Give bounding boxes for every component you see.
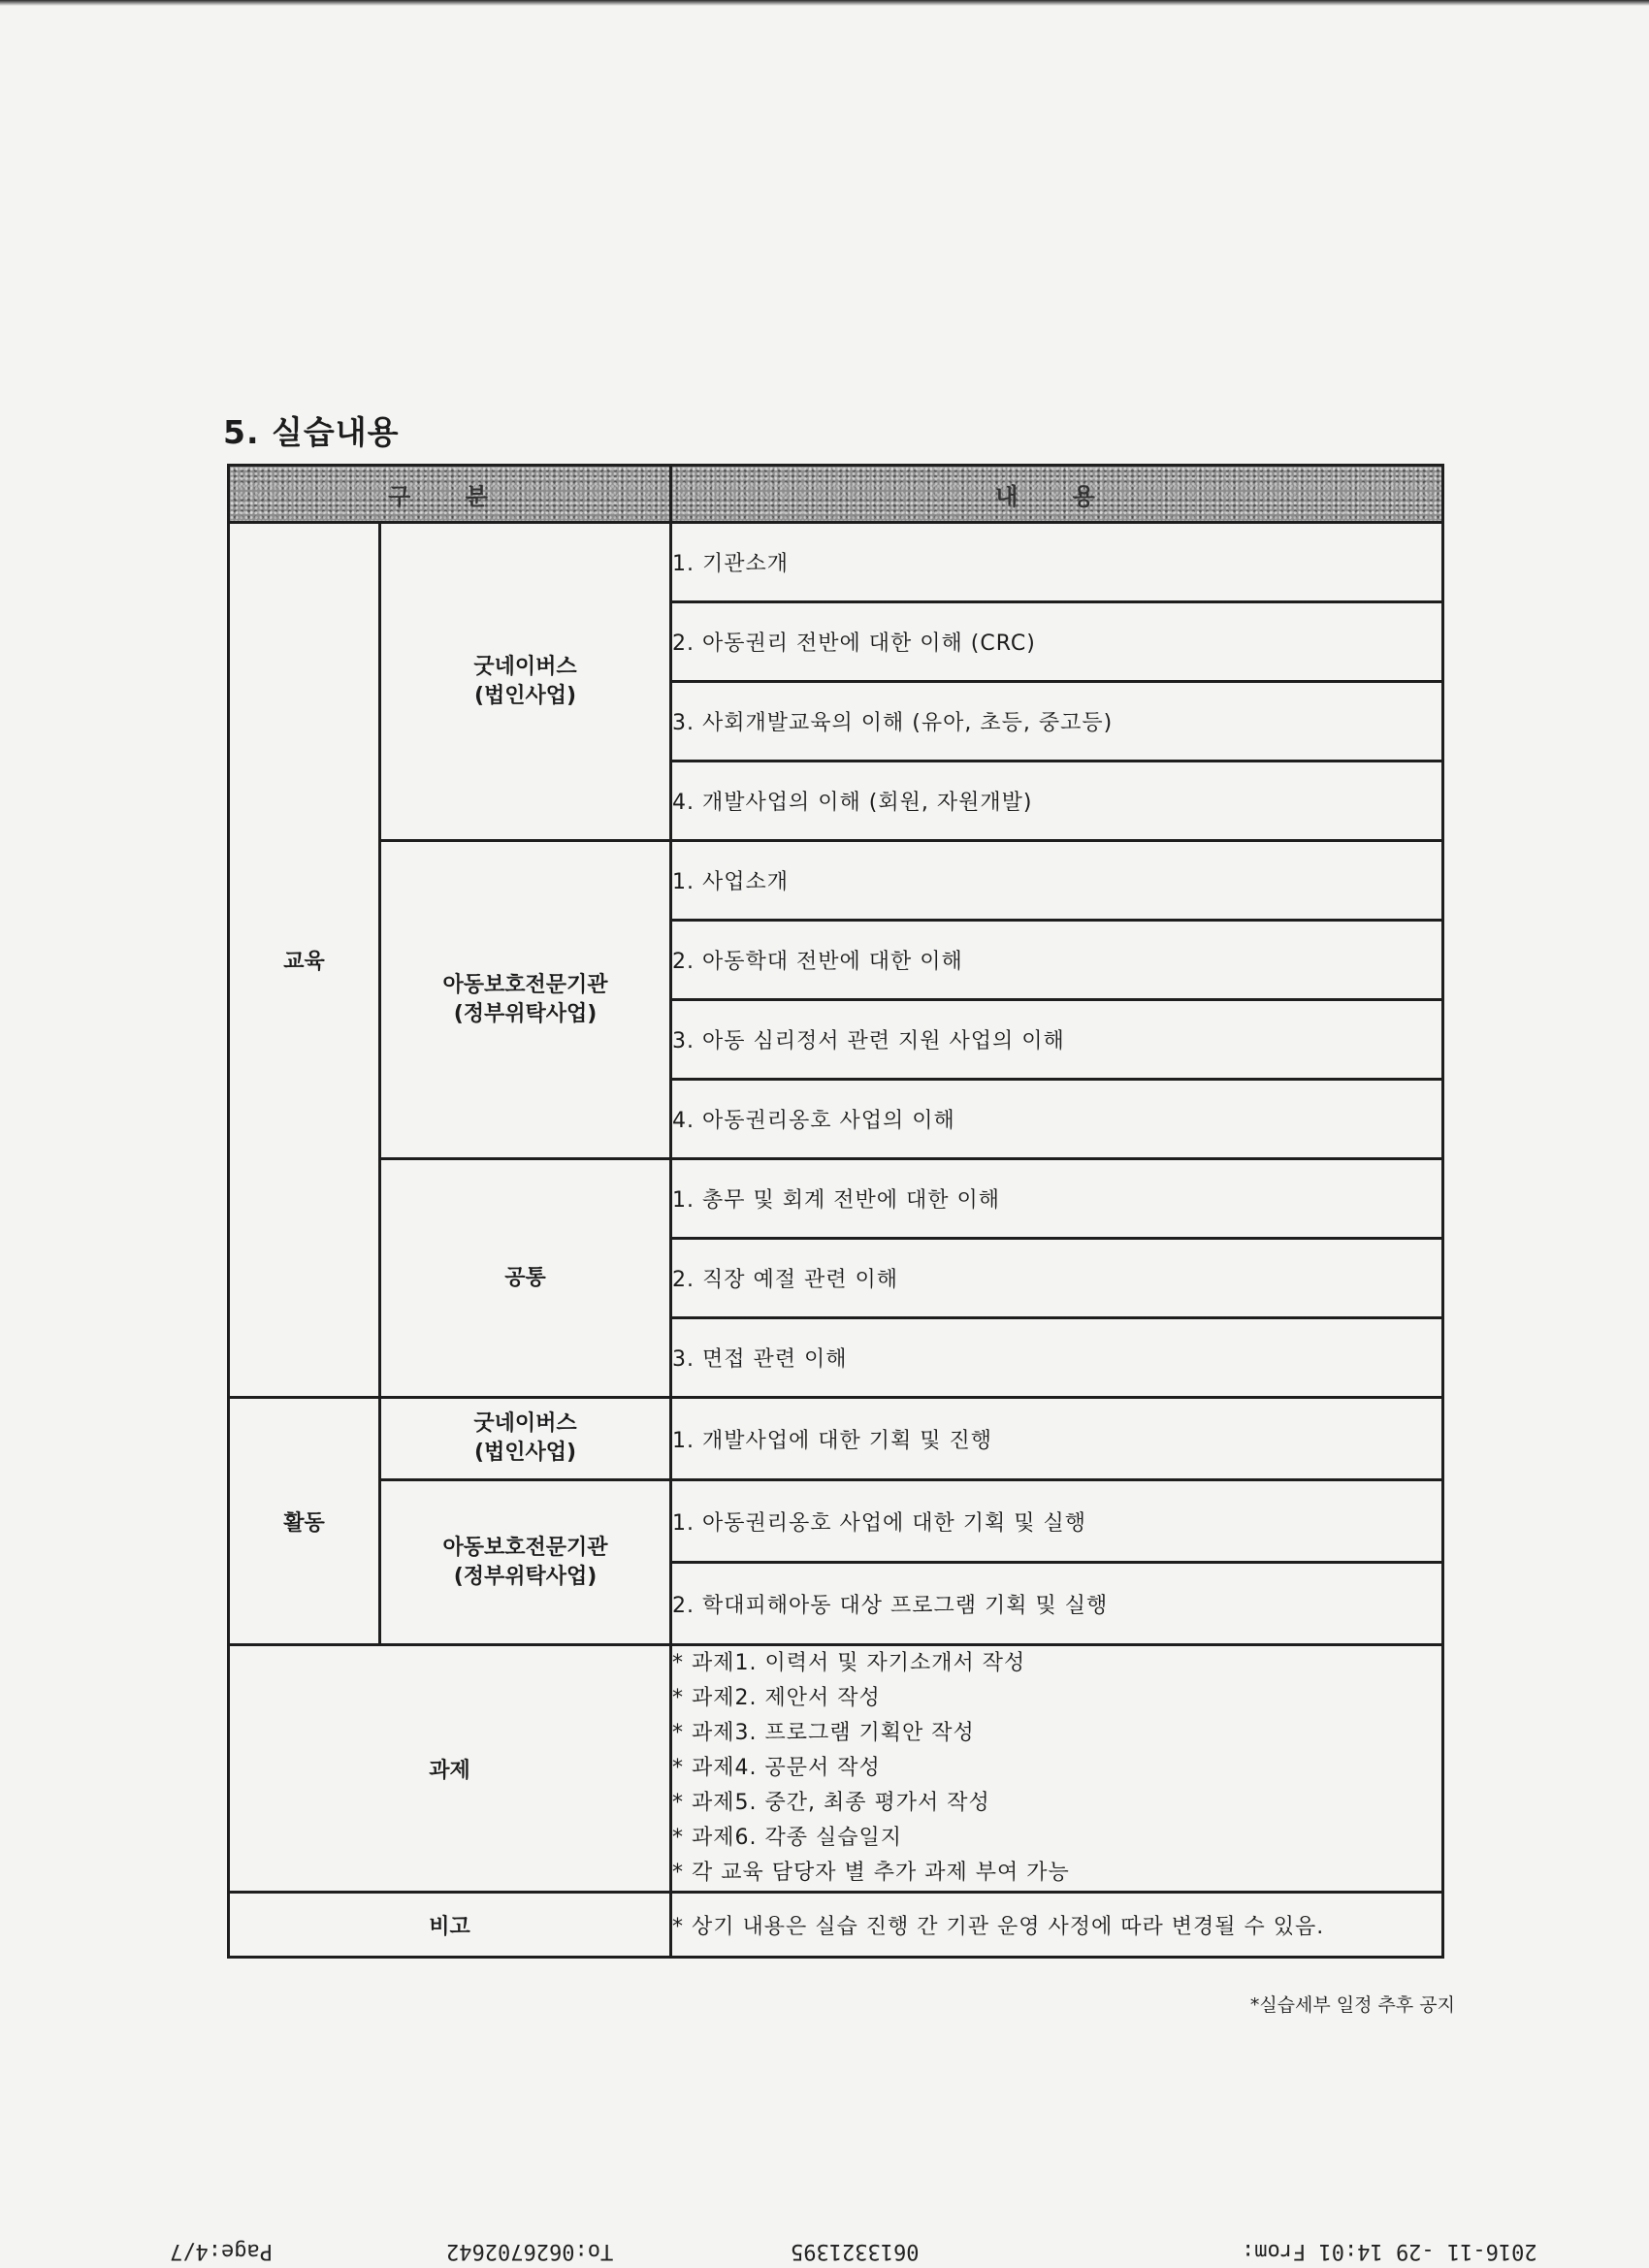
task-list [671,1645,1443,1893]
fax-datetime-from: 2016-11 -29 14:01 From: [1242,2239,1537,2263]
group-tasks: 과제 [229,1645,671,1893]
list-item: 4. 아동권리옹호 사업의 이해 [671,1080,1443,1159]
schedule-footnote: *실습세부 일정 추후 공지 [1249,1994,1455,2016]
list-item: 2. 아동권리 전반에 대한 이해 (CRC) [671,602,1443,682]
sub-goodneighbors-education [380,523,671,841]
sub-label: 아동보호전문기관 (정부위탁사업) [442,972,608,1026]
list-item: * 과제1. 이력서 및 자기소개서 작성 [672,1651,1026,1675]
table-row [229,1480,1443,1563]
sub-label: 굿네이버스 (법인사업) [473,654,577,708]
list-item: * 과제4. 공문서 작성 [672,1756,881,1780]
list-item: 2. 학대피해아동 대상 프로그램 기획 및 실행 [671,1563,1443,1645]
list-item: 1. 기관소개 [671,523,1443,602]
list-item: * 과제6. 각종 실습일지 [672,1826,903,1850]
table-row [229,523,1443,602]
section-title: 5. 실습내용 [223,413,400,451]
list-item: 1. 사업소개 [671,841,1443,921]
fax-page: Page:4/7 [170,2239,273,2263]
sub-label: 굿네이버스 (법인사업) [473,1411,577,1465]
table-row [229,1159,1443,1239]
group-education: 교육 [229,523,380,1398]
list-item: 4. 개발사업의 이해 (회원, 자원개발) [671,761,1443,841]
list-item: * 과제3. 프로그램 기획안 작성 [672,1721,975,1745]
table-row [229,1893,1443,1958]
header-category: 구 분 [229,466,671,523]
sub-common: 공통 [380,1159,671,1398]
table-row [229,1398,1443,1480]
sub-label: 아동보호전문기관 (정부위탁사업) [442,1535,608,1589]
list-item: * 각 교육 담당자 별 추가 과제 부여 가능 [672,1861,1070,1885]
list-item: 1. 아동권리옹호 사업에 대한 기획 및 실행 [671,1480,1443,1563]
list-item: * 과제5. 중간, 최종 평가서 작성 [672,1791,990,1815]
table-row [229,841,1443,921]
header-content: 내 용 [671,466,1443,523]
remark-text: * 상기 내용은 실습 진행 간 기관 운영 사정에 따라 변경될 수 있음. [671,1893,1443,1958]
sub-child-protection-activity [380,1480,671,1645]
table-row [229,1645,1443,1893]
list-item: 1. 개발사업에 대한 기획 및 진행 [671,1398,1443,1480]
list-item: 3. 사회개발교육의 이해 (유아, 초등, 중고등) [671,682,1443,761]
fax-to-number: To:0626702642 [446,2239,614,2263]
sub-child-protection-education [380,841,671,1159]
table-header-row [229,466,1443,523]
group-remarks: 비고 [229,1893,671,1958]
sub-goodneighbors-activity [380,1398,671,1480]
list-item: 3. 아동 심리정서 관련 지원 사업의 이해 [671,1000,1443,1080]
list-item: 2. 아동학대 전반에 대한 이해 [671,921,1443,1000]
list-item: 1. 총무 및 회계 전반에 대한 이해 [671,1159,1443,1239]
fax-from-number: 0613321395 [791,2239,920,2263]
list-item: 3. 면접 관련 이해 [671,1318,1443,1398]
list-item: 2. 직장 예절 관련 이해 [671,1239,1443,1318]
list-item: * 과제2. 제안서 작성 [672,1686,881,1710]
practice-content-table [227,464,1444,1959]
group-activity: 활동 [229,1398,380,1645]
scan-edge [0,0,1649,6]
